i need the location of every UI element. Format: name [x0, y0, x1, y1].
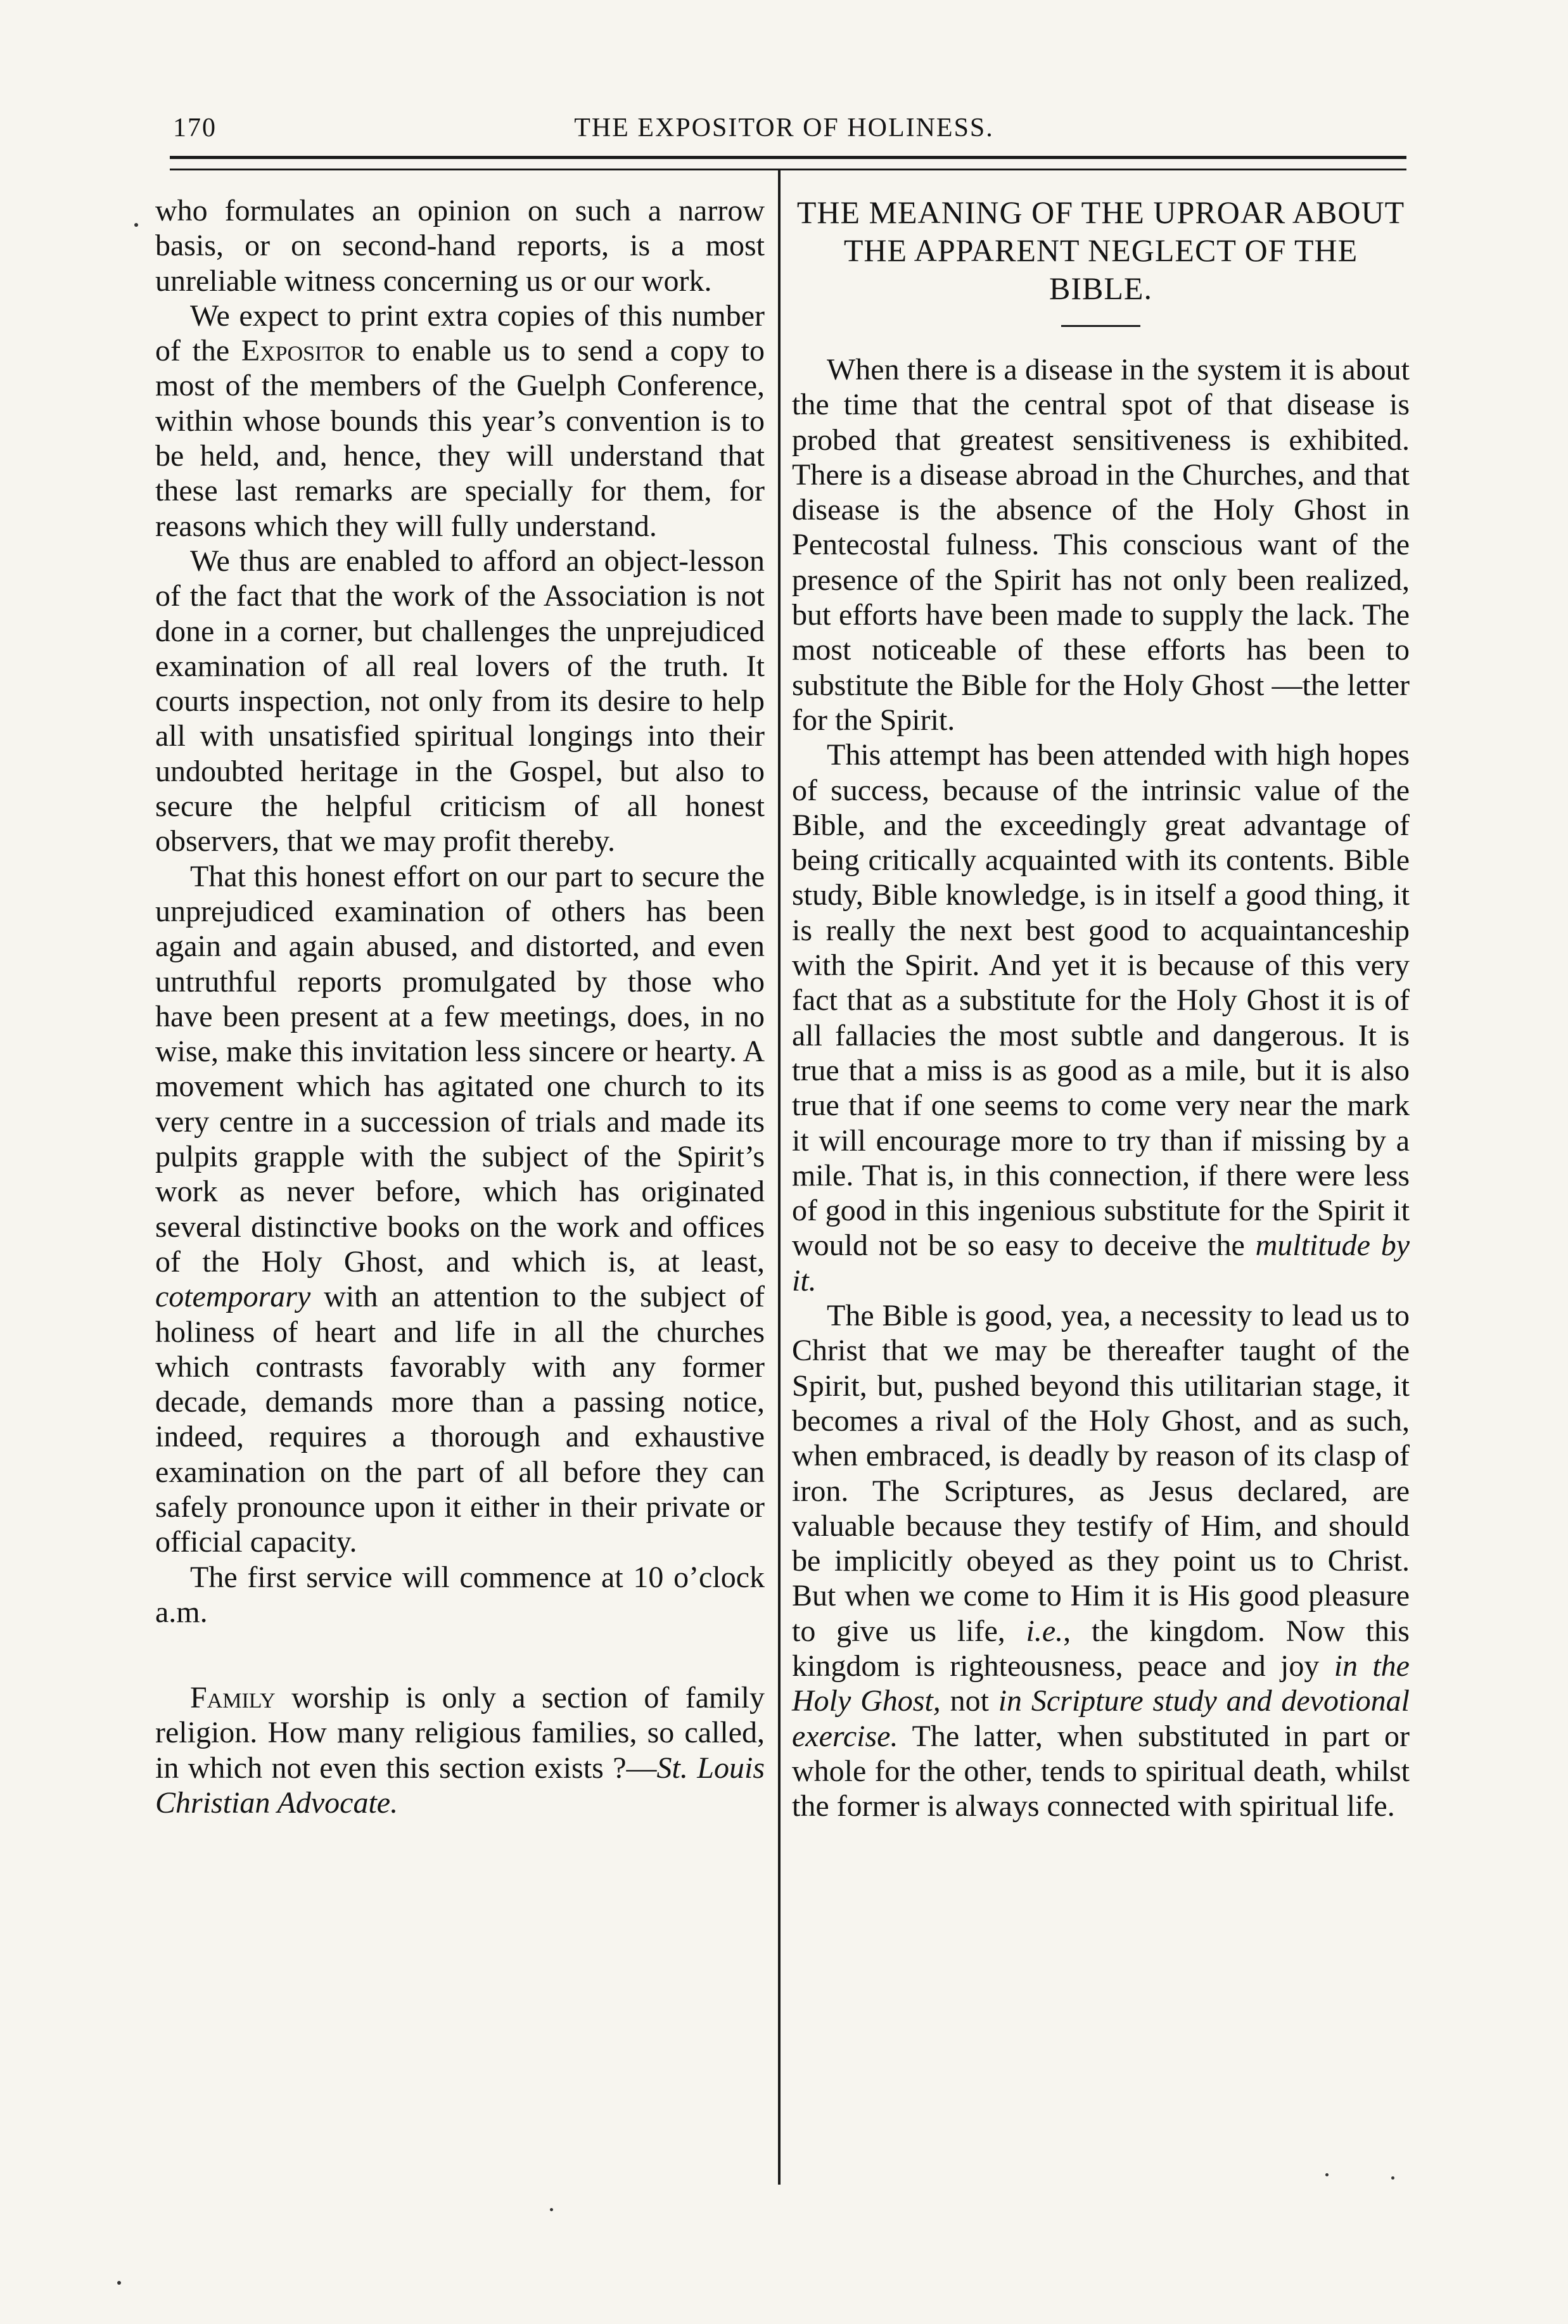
paragraph-text: to enable us to send a copy to most of the members of the Guelph Conference, within whose bounds this year’s convention is to be held, and, hence, they will understand that these last remarks are specially for them, for reasons which they will fully understand. [155, 334, 765, 543]
print-speck [1391, 2176, 1394, 2180]
paragraph-text: with an attention to the subject of holiness of heart and life in all the churches which contrasts favorably with any former decade, demands more than a passing notice, indeed, requires a thorough and exhaustive examination on the part of all before they can safely pronounce upon it either in their private or official capacity. [155, 1280, 765, 1559]
paragraph: who formulates an opinion on such a narrow basis, or on second-hand reports, is a most unreliable witness concerning us or our work. [155, 194, 765, 298]
italic-text: in Scripture study and devotional exercise. [792, 1684, 1410, 1753]
italic-text: cotemporary [155, 1280, 311, 1314]
print-speck [117, 2281, 121, 2285]
paragraph [155, 859, 765, 1560]
print-speck [134, 223, 138, 227]
paragraph: When there is a disease in the system it is about the time that the central spot of that disease is probed that greatest sensitiveness is exhibited. There is a disease abroad in the Churches, and that disease is the absence of the Holy Ghost in Pentecostal fulness. This conscious want of the presence of the Spirit has not only been realized, but efforts have been made to supply the lack. The most noticeable of these efforts has been to substitute the Bible for the Holy Ghost —the letter for the Spirit. [792, 353, 1410, 737]
print-speck [1325, 2173, 1329, 2176]
paragraph-text: We expect to print extra copies of this number of the [155, 298, 765, 368]
paragraph-text: The latter, when substituted in part or whole for the other, tends to spiritual death, whilst the former is always connected with spiritual life. [792, 1719, 1410, 1823]
paragraph-text: not [940, 1684, 998, 1718]
paragraph-text: , the kingdom. Now this kingdom is righteousness, peace and joy [792, 1614, 1410, 1683]
running-title: THE EXPOSITOR OF HOLINESS. [574, 113, 994, 143]
page-number: 170 [173, 113, 217, 143]
title-rule [1061, 325, 1140, 327]
article-title: THE MEANING OF THE UPROAR ABOUT THE APPARENT NEGLECT OF THE BIBLE. [796, 195, 1405, 306]
citation: St. Louis Christian Advocate. [155, 1751, 765, 1820]
paragraph: The first service will commence at 10 o’clock a.m. [155, 1560, 765, 1629]
small-caps-text: Family [190, 1681, 276, 1715]
column-divider [778, 170, 781, 2185]
italic-text: multitude by it. [792, 1229, 1410, 1298]
print-speck [550, 2208, 553, 2211]
paragraph-text: That this honest effort on our part to secure the unprejudiced examination of others has been again and again abused, and distorted, and even untruthful reports promulgated by those who have been present at a few meetings, does, in no wise, make this invitation less sincere or hearty. A movement which has agitated one church to its very centre in a succession of trials and made its pulpits grapple with the subject of the Spirit’s work as never before, which has originated several distinctive books on the work and offices of the Holy Ghost, and which is, at least, [155, 859, 765, 1279]
paragraph: We thus are enabled to afford an object-lesson of the fact that the work of the Association is not done in a corner, but challenges the unprejudiced examination of all real lovers of the truth. It courts inspection, not only from its desire to help all with unsatisfied spiritual longings into their undoubted heritage in the Gospel, but also to secure the helpful criticism of all honest observers, that we may profit thereby. [155, 544, 765, 859]
paragraph-text: This attempt has been attended with high hopes of success, because of the intrinsic value of the Bible, and the exceedingly great advantage of being critically acquainted with its contents. Bible study, Bible knowledge, is in itself a good thing, it is really the next best good to acquaintanceship with the Spirit. And yet it is because of this very fact that as a substitute for the Holy Ghost it is of all fallacies the most subtle and dangerous. It is true that a miss is as good as a mile, but it is also true that if one seems to come very near the mark it will encourage more to try than if missing by a mile. That is, in this connection, if there were less of good in this ingenious substitute for the Spirit it would not be so easy to deceive the [792, 738, 1410, 1263]
header-rule-thick [170, 156, 1406, 159]
paragraph-text: The Bible is good, yea, a necessity to lead us to Christ that we may be thereafter taught of the Spirit, but, pushed beyond this utilitarian stage, it becomes a rival of the Holy Ghost, and as such, when embraced, is deadly by reason of its clasp of iron. The Scriptures, as Jesus declared, are valuable because they testify of Him, and should be implicitly obeyed as they point us to Christ. But when we come to Him it is His good pleasure to give us life, [792, 1299, 1410, 1648]
small-caps-text: Expositor [241, 334, 365, 368]
paragraph [155, 298, 765, 544]
right-column [792, 193, 1410, 1823]
paragraph [792, 737, 1410, 1298]
left-column [155, 193, 765, 1820]
italic-text: in the Holy Ghost, [792, 1649, 1410, 1718]
header-rule-thin [170, 169, 1406, 170]
page-header [162, 113, 1406, 153]
paragraph [155, 1680, 765, 1820]
paragraph [792, 1298, 1410, 1823]
italic-text: i.e. [1026, 1614, 1064, 1648]
paragraph-text: worship is only a section of family religion. How many religious families, so called, in which not even this section exists ?— [155, 1681, 765, 1785]
